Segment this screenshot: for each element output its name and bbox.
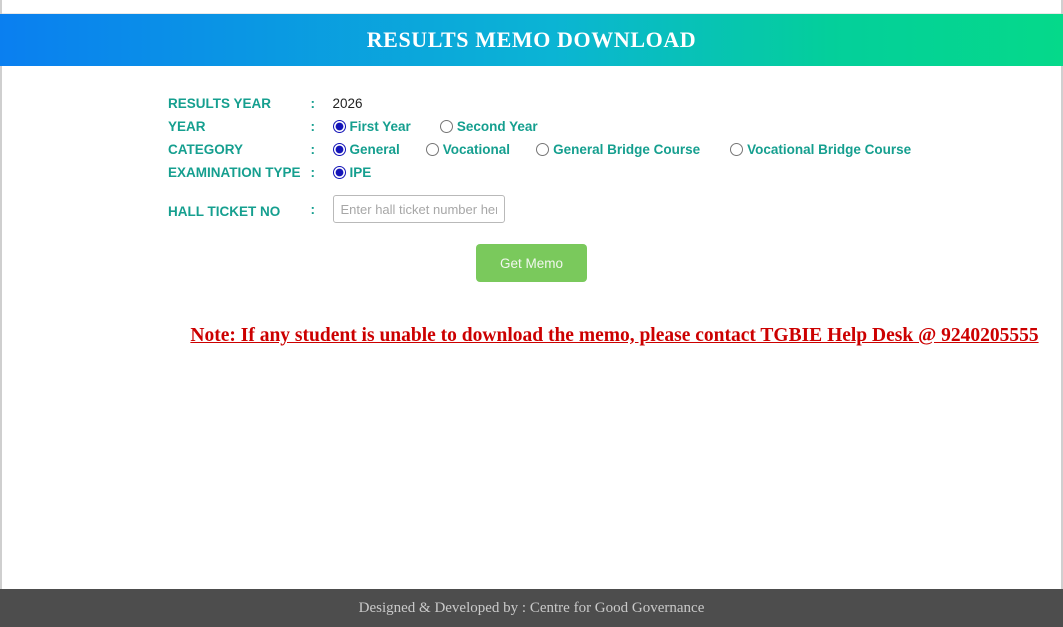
page-title: RESULTS MEMO DOWNLOAD: [366, 27, 697, 52]
category-option-general[interactable]: [333, 142, 400, 157]
label-examination-type: EXAMINATION TYPE: [168, 165, 301, 180]
results-form: [168, 92, 911, 227]
label-category: CATEGORY: [168, 142, 244, 157]
label-hall-ticket-no: HALL TICKET NO: [168, 203, 281, 219]
year-option-second[interactable]: [440, 119, 538, 134]
category-radio-general-bridge[interactable]: [536, 143, 549, 156]
year-label-first[interactable]: First Year: [349, 119, 411, 134]
year-radio-first[interactable]: [333, 120, 346, 133]
row-category: [168, 138, 911, 161]
footer-text: Designed & Developed by : Centre for Good Governance: [358, 599, 705, 616]
year-label-second[interactable]: Second Year: [456, 119, 538, 134]
results-year-value: 2026: [332, 96, 363, 111]
top-spacer: [2, 0, 1061, 14]
category-radio-vocational[interactable]: [426, 143, 439, 156]
page-banner: [0, 14, 1063, 66]
category-options-cell: [333, 138, 912, 161]
examination-type-options-cell: [333, 161, 912, 184]
category-label-vocational[interactable]: Vocational: [442, 142, 511, 157]
category-label-general-bridge[interactable]: General Bridge Course: [553, 142, 701, 157]
category-label-general[interactable]: General: [349, 142, 400, 157]
year-option-first[interactable]: [333, 119, 411, 134]
year-options-cell: [333, 115, 912, 138]
year-radio-group: [333, 119, 912, 134]
help-desk-note: Note: If any student is unable to download the memo, please contact TGBIE Help Desk @ 9240205555: [190, 325, 1039, 346]
value-results-year-cell: [333, 92, 912, 115]
get-memo-button[interactable]: Get Memo: [476, 244, 587, 282]
category-label-vocational-bridge[interactable]: Vocational Bridge Course: [747, 142, 912, 157]
row-hall-ticket: [168, 184, 911, 227]
page-footer: [0, 589, 1063, 627]
exam-type-radio-ipe[interactable]: [333, 166, 346, 179]
label-results-year: RESULTS YEAR: [168, 96, 272, 111]
category-radio-vocational-bridge[interactable]: [730, 143, 743, 156]
examination-type-radio-group: [333, 165, 912, 180]
category-option-vocational-bridge[interactable]: [730, 142, 911, 157]
colon-year: :: [310, 119, 316, 134]
row-results-year: [168, 92, 911, 115]
hall-ticket-input[interactable]: [333, 195, 505, 223]
label-year: YEAR: [168, 119, 206, 134]
row-year: [168, 115, 911, 138]
category-option-vocational[interactable]: [426, 142, 510, 157]
colon-hall-ticket: :: [310, 201, 316, 217]
category-radio-group: [333, 142, 912, 157]
form-area: [2, 66, 1061, 347]
category-option-general-bridge[interactable]: [536, 142, 700, 157]
exam-type-option-ipe[interactable]: [333, 165, 372, 180]
hall-ticket-input-cell: [333, 184, 912, 227]
colon-results-year: :: [310, 96, 316, 111]
category-radio-general[interactable]: [333, 143, 346, 156]
submit-row: [476, 244, 1061, 282]
colon-category: :: [310, 142, 316, 157]
row-examination-type: [168, 161, 911, 184]
year-radio-second[interactable]: [440, 120, 453, 133]
exam-type-label-ipe[interactable]: IPE: [349, 165, 372, 180]
colon-examination-type: :: [310, 165, 316, 180]
